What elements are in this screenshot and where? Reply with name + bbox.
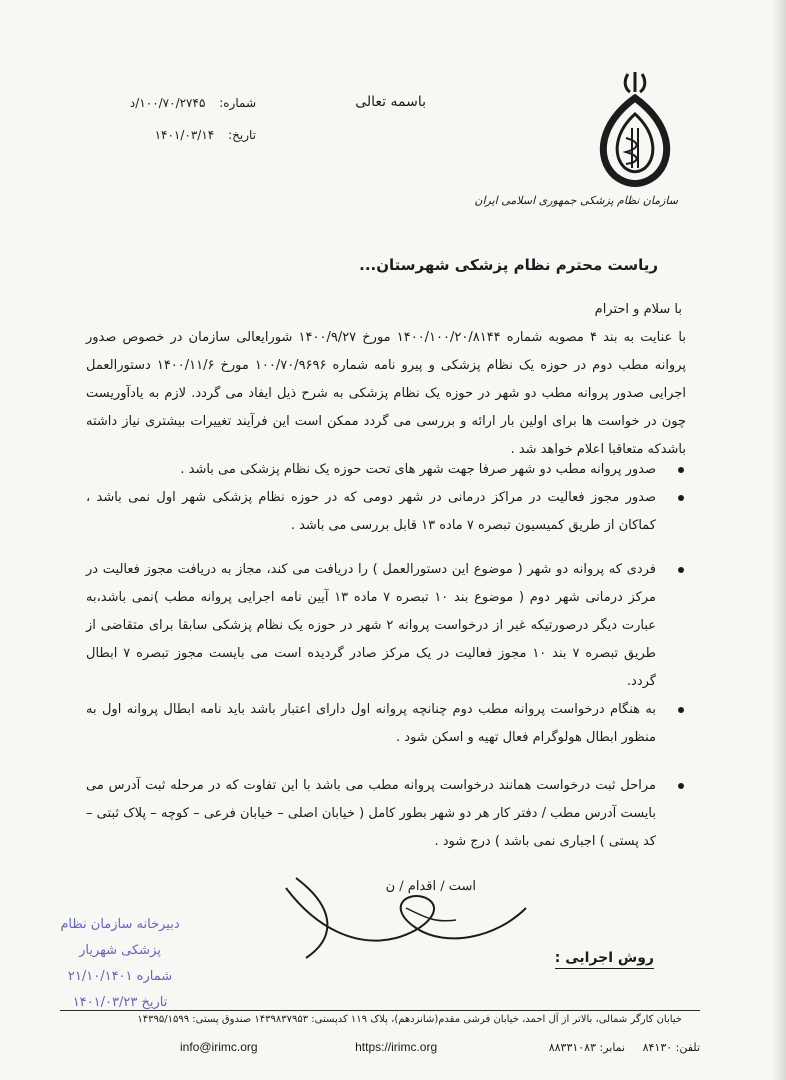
number-value: ۱۰۰/۷۰/۲۷۴۵/د bbox=[129, 96, 206, 110]
footer-website[interactable]: https://irimc.org bbox=[355, 1040, 438, 1054]
signature bbox=[276, 868, 536, 968]
date-label: تاریخ: bbox=[228, 128, 256, 142]
footer-phone: تلفن: ۸۴۱۳۰ bbox=[642, 1040, 700, 1054]
procedure-heading: روش اجرایی : bbox=[555, 950, 654, 969]
list-item: صدور مجوز فعالیت در مراکز درمانی در شهر دومی که در حوزه نظام پزشکی شهر اول نمی باشد ، کماکان از طریق کمیسیون تبصره ۷ ماده ۱۳ قابل بررسی می باشد . bbox=[86, 484, 686, 540]
date-value: ۱۴۰۱/۰۳/۱۴ bbox=[154, 128, 215, 142]
list-item: صدور پروانه مطب دو شهر صرفا جهت شهر های تحت حوزه یک نظام پزشکی می باشد . bbox=[86, 456, 686, 484]
bullet-list-3 bbox=[86, 772, 686, 856]
bullet-icon bbox=[678, 567, 684, 573]
intro-paragraph: با عنایت به بند ۴ مصوبه شماره ۱۴۰۰/۱۰۰/۲۰/۸۱۴۴ مورخ ۱۴۰۰/۹/۲۷ شورایعالی سازمان در خصوص صدور پروانه مطب دوم در حوزه یک نظام پزشکی و پیرو نامه شماره ۱۰۰/۷۰/۹۶۹۶ مورخ ۱۴۰۰/۱۱/۶ دستورالعمل اجرایی صدور پروانه مطب دو شهر در حوزه یک نظام پزشکی به شرح ذیل ایفاد می گردد. لازم به یادآوریست چون در خواست ها برای اولین بار ارائه و بررسی می گردد ممکن است این فرآیند تغییرات بیشتری نیاز داشته باشدکه متعاقبا اعلام خواهد شد . bbox=[86, 330, 686, 457]
signature-note: است / اقدام / ن bbox=[385, 879, 476, 894]
bullet-icon bbox=[678, 707, 684, 713]
bullet-list-1 bbox=[86, 456, 686, 540]
list-item: به هنگام درخواست پروانه مطب دوم چنانچه پروانه اول دارای اعتبار باشد باید نامه ابطال پروانه اول به منظور ابطال هولوگرام فعال تهیه و اسکن شود . bbox=[86, 696, 686, 752]
logo-icon bbox=[580, 68, 690, 188]
letter-number bbox=[130, 96, 256, 110]
irimc-logo bbox=[580, 68, 690, 188]
org-name: سازمان نظام پزشکی جمهوری اسلامی ایران bbox=[474, 194, 678, 207]
number-label: شماره: bbox=[219, 96, 256, 110]
stamp-line: تاریخ ۱۴۰۱/۰۳/۲۳ bbox=[72, 995, 168, 1010]
bullet-icon bbox=[678, 783, 684, 789]
footer-address: خیابان کارگر شمالی، بالاتر از آل احمد، خیابان فرشی مقدم(شانزدهم)، پلاک ۱۱۹ کدپستی: ۱۴۳۹۸۳۷۹۵۳ صندوق پستی: ۱۴۳۹۵/۱۵۹۹ bbox=[137, 1014, 682, 1025]
footer-email[interactable]: info@irimc.org bbox=[180, 1040, 258, 1054]
stamp-line: شماره ۲۱/۱۰/۱۴۰۱ bbox=[67, 969, 173, 984]
stamp-line: دبیرخانه سازمان نظام پزشکی شهریار bbox=[60, 917, 180, 958]
bullet-list-2 bbox=[86, 556, 686, 752]
greeting: با سلام و احترام bbox=[594, 302, 682, 317]
scan-edge bbox=[772, 0, 786, 1080]
list-item: مراحل ثبت درخواست همانند درخواست پروانه مطب می باشد با این تفاوت که در مرحله ثبت آدرس می بایست آدرس مطب / دفتر کار هر دو شهر بطور کامل ( خیابان اصلی – خیابان فرعی – کوچه – پلاک ثبتی – کد پستی ) اجباری نمی باشد ) درج شود . bbox=[86, 772, 686, 856]
list-item: فردی که پروانه دو شهر ( موضوع این دستورالعمل ) را دریافت می کند، مجاز به دریافت مجوز فعالیت در مرکز درمانی شهر دوم ( موضوع بند ۱۰ تبصره ۷ ماده ۱۳ آیین نامه اجرایی پروانه مطب )نمی باشد،به عبارت دیگر درصورتیکه غیر از درخواست پروانه ۲ شهر در حوزه یک نظام پزشکی سابقا برای متقاضی از طریق تبصره ۷ بند ۱۰ مجوز فعالیت در یک مرکز صادر گردیده است می بایست مجوز تبصره ۷ ابطال گردد. bbox=[86, 556, 686, 696]
basmaneh-heading: باسمه تعالی bbox=[355, 94, 426, 110]
secretariat-stamp bbox=[40, 912, 200, 1016]
bullet-icon bbox=[678, 495, 684, 501]
footer-divider bbox=[60, 1010, 700, 1011]
recipient-line: ریاست محترم نظام پزشکی شهرستان... bbox=[359, 256, 658, 274]
footer-fax: نمابر: ۸۸۳۳۱۰۸۳ bbox=[548, 1040, 626, 1054]
letter-date bbox=[155, 128, 256, 142]
bullet-icon bbox=[678, 467, 684, 473]
footer-phones bbox=[535, 1041, 700, 1054]
footer-contact bbox=[180, 1040, 700, 1054]
